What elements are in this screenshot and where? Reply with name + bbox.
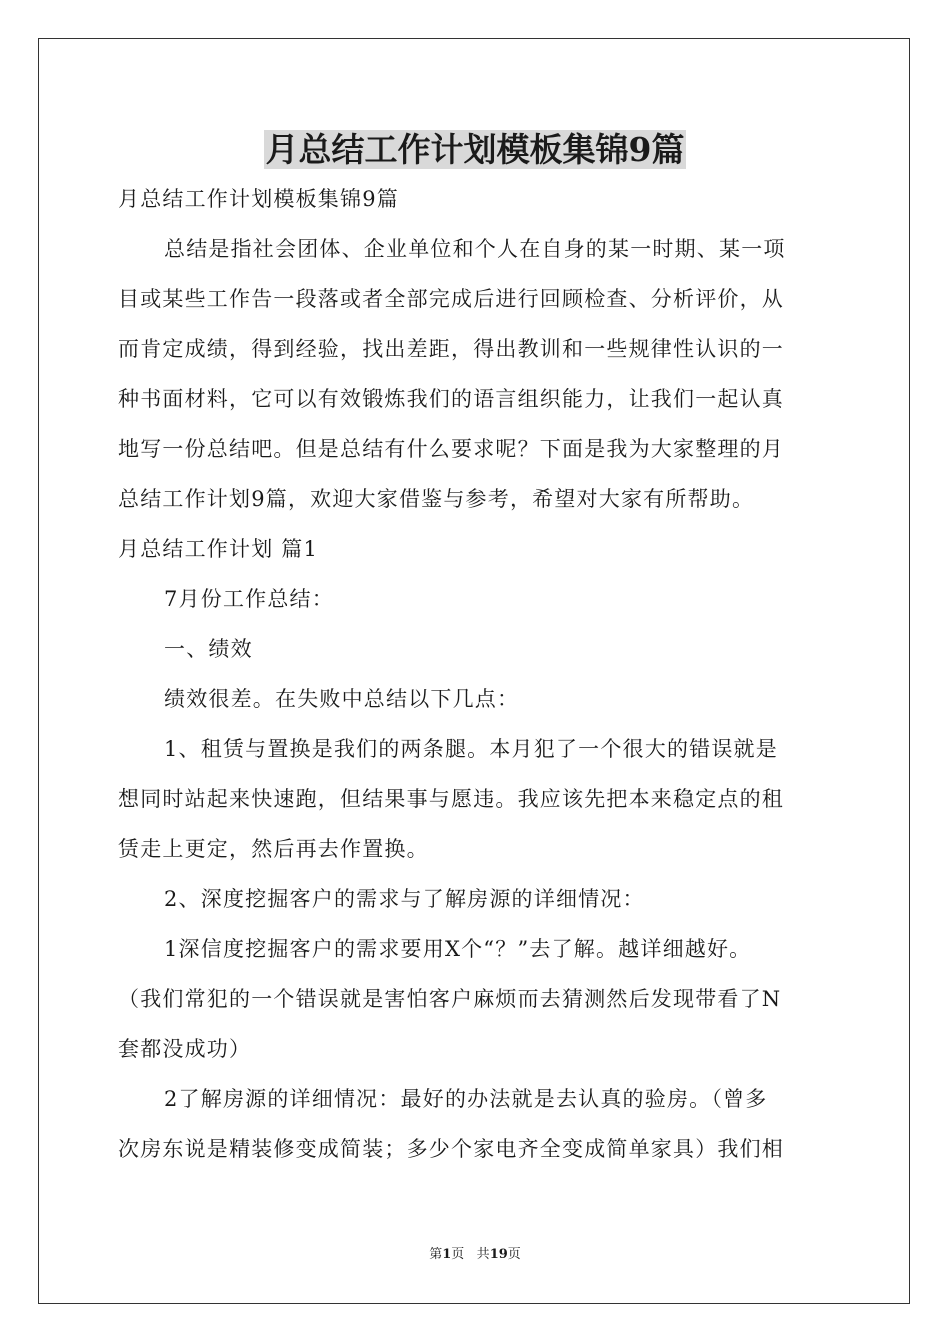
paragraph-line: 赁走上更定，然后再去作置换。 (118, 837, 429, 861)
section-heading: 月总结工作计划 篇1 (118, 537, 319, 561)
paragraph-line: （我们常犯的一个错误就是害怕客户麻烦而去猜测然后发现带看了N (118, 987, 782, 1011)
current-page-number: 1 (442, 1247, 452, 1262)
paragraph-line: 目或某些工作告一段落或者全部完成后进行回顾检查、分析评价，从 (118, 287, 784, 311)
paragraph-line: 2、深度挖掘客户的需求与了解房源的详细情况： (164, 887, 645, 911)
page-prefix: 第 (429, 1247, 443, 1262)
total-page-number: 19 (489, 1247, 508, 1262)
paragraph-line: 2了解房源的详细情况：最好的办法就是去认真的验房。（曾多 (164, 1087, 768, 1111)
paragraph-line: 1、租赁与置换是我们的两条腿。本月犯了一个很大的错误就是 (164, 737, 778, 761)
document-title-text: 月总结工作计划模板集锦9篇 (265, 130, 685, 169)
paragraph-line: 想同时站起来快速跑，但结果事与愿违。我应该先把本来稳定点的租 (118, 787, 784, 811)
total-unit: 页 (507, 1247, 521, 1262)
paragraph-line: 总结工作计划9篇，欢迎大家借鉴与参考，希望对大家有所帮助。 (118, 487, 755, 511)
paragraph-line: 绩效很差。在失败中总结以下几点： (164, 687, 520, 711)
paragraph-line: 种书面材料，它可以有效锻炼我们的语言组织能力，让我们一起认真 (118, 387, 784, 411)
page-border (38, 38, 910, 1304)
paragraph-line: 地写一份总结吧。但是总结有什么要求呢？下面是我为大家整理的月 (118, 437, 784, 461)
paragraph-line: 1深信度挖掘客户的需求要用X个“？”去了解。越详细越好。 (164, 937, 752, 961)
paragraph-line: 套都没成功） (118, 1037, 252, 1061)
page-unit: 页 (451, 1247, 465, 1262)
document-title (0, 128, 950, 172)
paragraph-line: 7月份工作总结： (164, 587, 334, 611)
paragraph-line: 总结是指社会团体、企业单位和个人在自身的某一时期、某一项 (164, 237, 786, 261)
page-footer (0, 1246, 950, 1264)
paragraph-line: 一、绩效 (164, 637, 253, 661)
paragraph-line: 而肯定成绩，得到经验，找出差距，得出教训和一些规律性认识的一 (118, 337, 784, 361)
subtitle-line: 月总结工作计划模板集锦9篇 (118, 187, 399, 211)
paragraph-line: 次房东说是精装修变成简装；多少个家电齐全变成简单家具）我们相 (118, 1137, 784, 1161)
total-prefix: 共 (476, 1247, 490, 1262)
